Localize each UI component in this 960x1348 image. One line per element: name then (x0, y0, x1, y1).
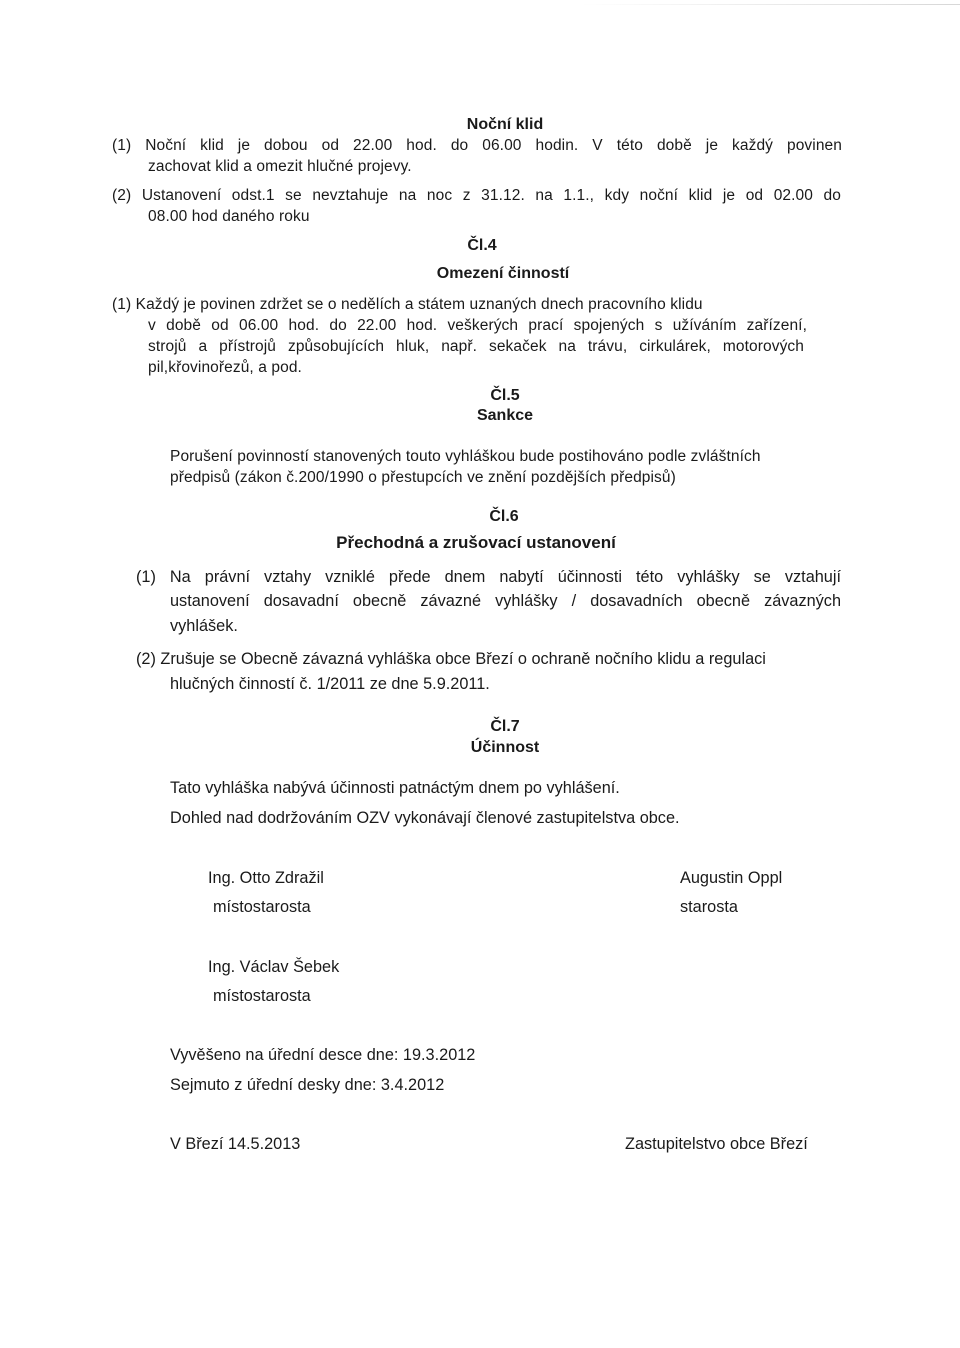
s7-line1: Tato vyhláška nabývá účinnosti patnáctým dnem po vyhlášení. (170, 779, 620, 797)
s3-p2-line2: 08.00 hod daného roku (148, 208, 310, 225)
issuing-body: Zastupitelstvo obce Březí (625, 1135, 808, 1153)
s6-p2-line2: hlučných činností č. 1/2011 ze dne 5.9.2011. (170, 675, 490, 693)
s6-p2-line1: (2) Zrušuje se Obecně závazná vyhláška obce Březí o ochraně nočního klidu a regulaci (136, 650, 766, 668)
signatory-2-name: Augustin Oppl (680, 869, 783, 887)
s3-p1-line2: zachovat klid a omezit hlučné projevy. (148, 158, 412, 175)
s4-line2: v době od 06.00 hod. do 22.00 hod. veškerých prací spojených s užíváním zařízení, (148, 317, 807, 334)
s6-p1-line1: (1) Na právní vztahy vzniklé přede dnem nabytí účinnosti této vyhlášky se vztahují (136, 568, 841, 586)
scan-artifact-line (580, 4, 960, 5)
article-4-number: Čl.4 (467, 237, 497, 254)
signatory-2-role: starosta (680, 898, 738, 916)
article-7-title: Účinnost (470, 739, 540, 756)
posted-date: Vyvěšeno na úřední desce dne: 19.3.2012 (170, 1046, 476, 1064)
signatory-1-role: místostarosta (213, 898, 311, 916)
s3-p2-line1: (2) Ustanovení odst.1 se nevztahuje na noc z 31.12. na 1.1., kdy noční klid je od 02.00 do (112, 187, 841, 204)
s5-line1: Porušení povinností stanovených touto vyhláškou bude postihováno podle zvláštních (170, 448, 761, 465)
section-title-night-quiet: Noční klid (466, 116, 544, 133)
article-4-title: Omezení činností (436, 265, 570, 282)
signatory-3-name: Ing. Václav Šebek (208, 958, 340, 976)
s4-line1: (1) Každý je povinen zdržet se o nedělích a státem uznaných dnech pracovního klidu (112, 296, 703, 313)
s4-line4: pil,křovinořezů, a pod. (148, 359, 302, 376)
article-6-number: Čl.6 (489, 508, 519, 525)
article-5-title: Sankce (476, 407, 534, 424)
s3-p1-line1: (1) Noční klid je dobou od 22.00 hod. do 06.00 hodin. V této době je každý povinen (112, 137, 842, 154)
article-6-title: Přechodná a zrušovací ustanovení (336, 533, 616, 552)
s4-line3: strojů a přístrojů způsobujících hluk, např. sekaček na trávu, cirkulárek, motorových (148, 338, 804, 355)
removed-date: Sejmuto z úřední desky dne: 3.4.2012 (170, 1076, 445, 1094)
place-and-date: V Březí 14.5.2013 (170, 1135, 301, 1153)
s6-p1-line2: ustanovení dosavadní obecně závazné vyhlášky / dosavadních obecně závazných (170, 592, 841, 610)
article-7-number: Čl.7 (490, 718, 520, 735)
s5-line2: předpisů (zákon č.200/1990 o přestupcích ve znění pozdějších předpisů) (170, 469, 676, 486)
signatory-1-name: Ing. Otto Zdražil (208, 869, 324, 887)
signatory-3-role: místostarosta (213, 987, 311, 1005)
s6-p1-line3: vyhlášek. (170, 617, 238, 635)
s7-line2: Dohled nad dodržováním OZV vykonávají členové zastupitelstva obce. (170, 809, 680, 827)
article-5-number: Čl.5 (490, 387, 520, 404)
